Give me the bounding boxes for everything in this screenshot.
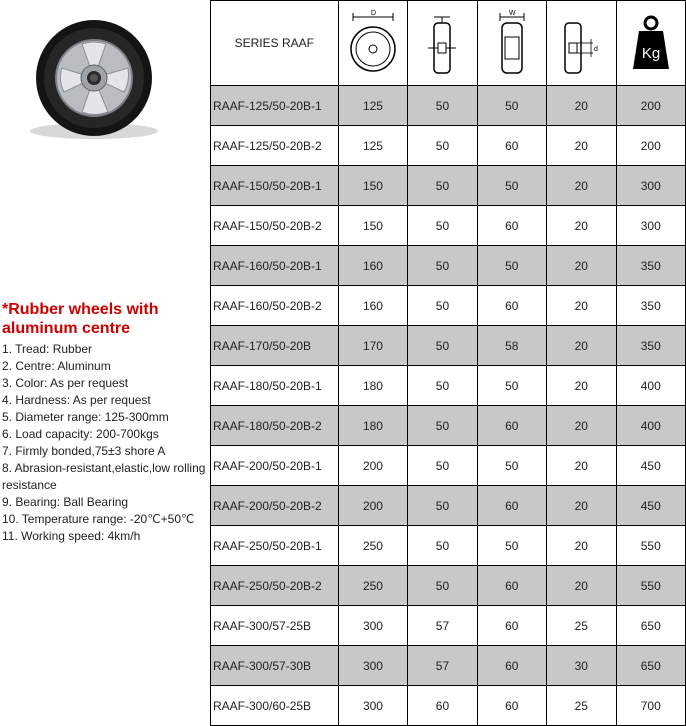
tread-width-cell: 57 <box>408 606 477 646</box>
diameter-cell: 150 <box>338 206 408 246</box>
load-cell: 550 <box>616 566 685 606</box>
table-row <box>211 526 686 566</box>
spec-block <box>2 300 210 545</box>
model-cell: RAAF-180/50-20B-1 <box>211 366 339 406</box>
table-row <box>211 486 686 526</box>
load-cell: 550 <box>616 526 685 566</box>
svg-text:D: D <box>370 10 377 17</box>
load-cell: 400 <box>616 406 685 446</box>
model-cell: RAAF-250/50-20B-1 <box>211 526 339 566</box>
hub-width-cell: 50 <box>477 246 546 286</box>
bore-cell: 25 <box>547 606 617 646</box>
load-cell: 650 <box>616 646 685 686</box>
table-row <box>211 406 686 446</box>
table-row <box>211 366 686 406</box>
spec-title-line2: aluminum centre <box>2 320 131 337</box>
load-cell: 350 <box>616 326 685 366</box>
wheel-photo <box>22 18 172 148</box>
tread-width-header <box>408 1 477 86</box>
diameter-cell: 300 <box>338 646 408 686</box>
bore-cell: 20 <box>547 566 617 606</box>
spec-title <box>2 300 210 338</box>
diameter-cell: 300 <box>338 606 408 646</box>
bore-cell: 25 <box>547 686 617 726</box>
spec-item: 1. Tread: Rubber <box>2 342 93 356</box>
diameter-cell: 200 <box>338 446 408 486</box>
spec-item: 6. Load capacity: 200-700kgs <box>2 427 159 441</box>
spec-item: 9. Bearing: Ball Bearing <box>2 495 129 509</box>
tread-width-cell: 50 <box>408 486 477 526</box>
model-cell: RAAF-300/60-25B <box>211 686 339 726</box>
bore-cell: 20 <box>547 166 617 206</box>
spec-item: 11. Working speed: 4km/h <box>2 529 141 543</box>
model-cell: RAAF-180/50-20B-2 <box>211 406 339 446</box>
table-row <box>211 246 686 286</box>
diameter-cell: 150 <box>338 166 408 206</box>
hub-width-cell: 50 <box>477 86 546 126</box>
table-row <box>211 566 686 606</box>
bore-cell: 30 <box>547 646 617 686</box>
bore-diameter-icon <box>557 7 605 79</box>
series-header <box>211 1 339 86</box>
hub-width-cell: 60 <box>477 686 546 726</box>
diameter-cell: 200 <box>338 486 408 526</box>
table-body <box>211 86 686 726</box>
hub-width-cell: 60 <box>477 606 546 646</box>
diameter-cell: 160 <box>338 286 408 326</box>
diameter-cell: 250 <box>338 566 408 606</box>
load-cell: 700 <box>616 686 685 726</box>
hub-width-cell: 58 <box>477 326 546 366</box>
table-row <box>211 286 686 326</box>
bore-cell: 20 <box>547 326 617 366</box>
model-cell: RAAF-125/50-20B-2 <box>211 126 339 166</box>
model-cell: RAAF-160/50-20B-2 <box>211 286 339 326</box>
spec-item: 10. Temperature range: -20℃+50℃ <box>2 512 195 526</box>
bore-cell: 20 <box>547 486 617 526</box>
load-cell: 650 <box>616 606 685 646</box>
tread-width-cell: 50 <box>408 206 477 246</box>
diameter-cell: 160 <box>338 246 408 286</box>
tread-width-cell: 50 <box>408 326 477 366</box>
bore-cell: 20 <box>547 246 617 286</box>
spec-item: 7. Firmly bonded,75±3 shore A <box>2 444 166 458</box>
table-row <box>211 166 686 206</box>
hub-width-cell: 60 <box>477 286 546 326</box>
diameter-cell: 170 <box>338 326 408 366</box>
spec-item: 8. Abrasion-resistant,elastic,low rolling resistance <box>2 461 206 492</box>
model-cell: RAAF-250/50-20B-2 <box>211 566 339 606</box>
table-row <box>211 206 686 246</box>
table-row <box>211 126 686 166</box>
spec-item: 2. Centre: Aluminum <box>2 359 111 373</box>
tread-width-cell: 60 <box>408 686 477 726</box>
spec-table <box>210 0 686 726</box>
load-cell: 300 <box>616 206 685 246</box>
hub-width-cell: 60 <box>477 566 546 606</box>
hub-width-cell: 60 <box>477 126 546 166</box>
diameter-header <box>338 1 408 86</box>
diameter-cell: 125 <box>338 86 408 126</box>
bore-cell: 20 <box>547 286 617 326</box>
bore-cell: 20 <box>547 126 617 166</box>
spec-item: 5. Diameter range: 125-300mm <box>2 410 169 424</box>
tread-width-cell: 50 <box>408 286 477 326</box>
bore-cell: 20 <box>547 406 617 446</box>
bore-cell: 20 <box>547 86 617 126</box>
bore-cell: 20 <box>547 446 617 486</box>
tread-width-icon <box>422 7 462 79</box>
tread-width-cell: 50 <box>408 366 477 406</box>
bore-cell: 20 <box>547 526 617 566</box>
bore-cell: 20 <box>547 206 617 246</box>
model-cell: RAAF-150/50-20B-1 <box>211 166 339 206</box>
diameter-cell: 125 <box>338 126 408 166</box>
spec-title-line1: *Rubber wheels with <box>2 301 159 318</box>
model-cell: RAAF-160/50-20B-1 <box>211 246 339 286</box>
table-row <box>211 446 686 486</box>
spec-item: 3. Color: As per request <box>2 376 129 390</box>
load-cell: 200 <box>616 86 685 126</box>
load-cell: 450 <box>616 486 685 526</box>
hub-width-cell: 50 <box>477 446 546 486</box>
model-cell: RAAF-300/57-25B <box>211 606 339 646</box>
model-cell: RAAF-150/50-20B-2 <box>211 206 339 246</box>
table-row <box>211 326 686 366</box>
diameter-cell: 250 <box>338 526 408 566</box>
hub-width-header <box>477 1 546 86</box>
hub-width-cell: 60 <box>477 206 546 246</box>
table-header-row <box>211 1 686 86</box>
bore-cell: 20 <box>547 366 617 406</box>
tread-width-cell: 50 <box>408 246 477 286</box>
svg-text:Kg: Kg <box>641 45 660 62</box>
load-cell: 350 <box>616 286 685 326</box>
svg-text:d: d <box>594 46 599 53</box>
load-weight-icon <box>629 13 673 73</box>
tread-width-cell: 50 <box>408 406 477 446</box>
tread-width-cell: 57 <box>408 646 477 686</box>
tread-width-cell: 50 <box>408 126 477 166</box>
load-cell: 350 <box>616 246 685 286</box>
spec-list <box>2 341 210 545</box>
load-cell: 200 <box>616 126 685 166</box>
hub-width-cell: 50 <box>477 526 546 566</box>
model-cell: RAAF-125/50-20B-1 <box>211 86 339 126</box>
table-row <box>211 606 686 646</box>
tread-width-cell: 50 <box>408 526 477 566</box>
model-cell: RAAF-300/57-30B <box>211 646 339 686</box>
diameter-cell: 180 <box>338 366 408 406</box>
bore-diameter-header <box>547 1 617 86</box>
hub-width-cell: 60 <box>477 486 546 526</box>
tread-width-cell: 50 <box>408 566 477 606</box>
load-cell: 400 <box>616 366 685 406</box>
model-cell: RAAF-170/50-20B <box>211 326 339 366</box>
model-cell: RAAF-200/50-20B-2 <box>211 486 339 526</box>
diameter-cell: 300 <box>338 686 408 726</box>
diameter-icon <box>345 7 401 79</box>
series-label: SERIES RAAF <box>234 36 314 50</box>
tread-width-cell: 50 <box>408 166 477 206</box>
table-row <box>211 646 686 686</box>
load-weight-header <box>616 1 685 86</box>
svg-text:W: W <box>508 10 516 17</box>
load-cell: 450 <box>616 446 685 486</box>
hub-width-cell: 50 <box>477 366 546 406</box>
diameter-cell: 180 <box>338 406 408 446</box>
spec-item: 4. Hardness: As per request <box>2 393 151 407</box>
table-row <box>211 686 686 726</box>
hub-width-icon <box>490 7 534 79</box>
tread-width-cell: 50 <box>408 446 477 486</box>
hub-width-cell: 50 <box>477 166 546 206</box>
hub-width-cell: 60 <box>477 406 546 446</box>
load-cell: 300 <box>616 166 685 206</box>
table-row <box>211 86 686 126</box>
model-cell: RAAF-200/50-20B-1 <box>211 446 339 486</box>
tread-width-cell: 50 <box>408 86 477 126</box>
hub-width-cell: 60 <box>477 646 546 686</box>
